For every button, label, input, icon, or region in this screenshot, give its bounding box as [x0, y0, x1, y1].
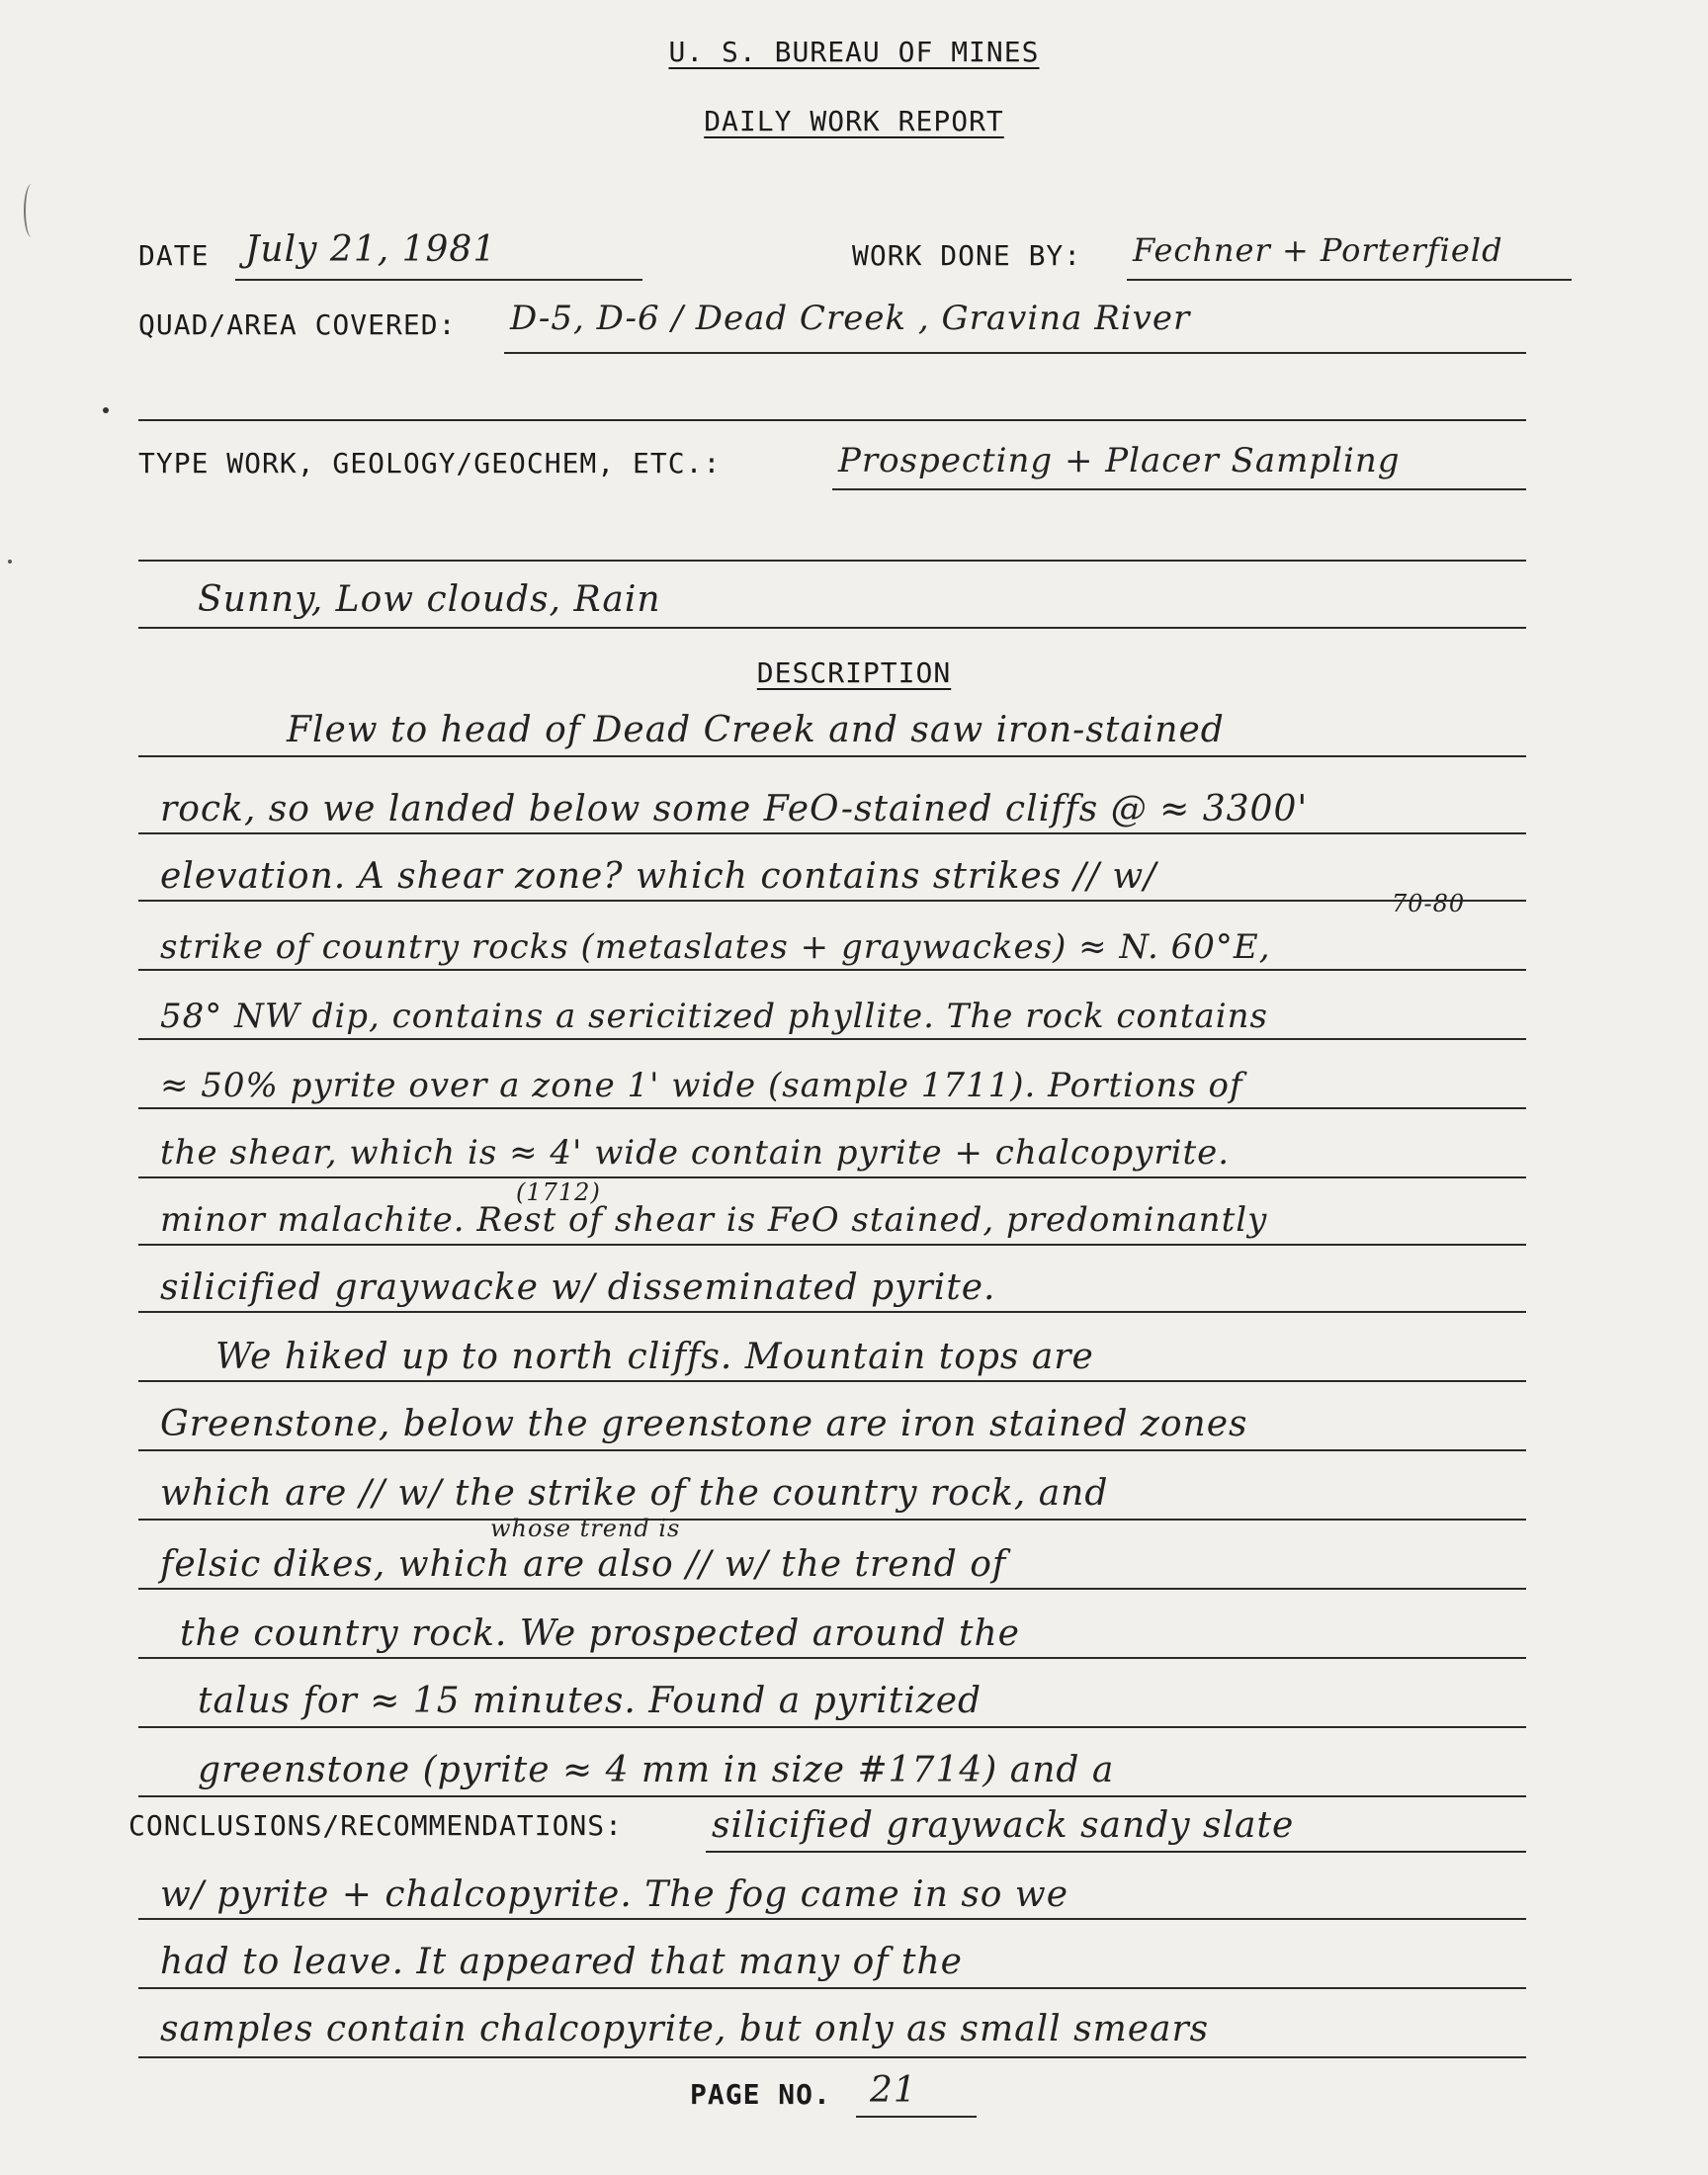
sample-annotation: (1712)	[516, 1178, 601, 1206]
description-line: We hiked up to north cliffs. Mountain tops are	[215, 1337, 1094, 1377]
scan-speck	[8, 560, 12, 564]
description-rule	[138, 1657, 1526, 1659]
weather-line	[138, 627, 1526, 629]
agency-title: U. S. BUREAU OF MINES	[668, 36, 1040, 68]
quad-area-value: D-5, D-6 / Dead Creek , Gravina River	[510, 299, 1191, 338]
conclusions-rule	[138, 1918, 1526, 1920]
conclusions-rule	[138, 2056, 1526, 2058]
conclusions-label: CONCLUSIONS/RECOMMENDATIONS:	[128, 1809, 624, 1842]
quad-area-line	[504, 352, 1526, 354]
description-rule	[138, 1726, 1526, 1728]
strike-annotation: 70-80	[1392, 890, 1466, 917]
trend-annotation: whose trend is	[490, 1515, 681, 1542]
description-line: talus for ≈ 15 minutes. Found a pyritized	[198, 1681, 982, 1721]
page-number-value: 21	[870, 2070, 917, 2111]
description-rule	[138, 1107, 1526, 1109]
type-work-line	[832, 488, 1526, 490]
description-line: Flew to head of Dead Creek and saw iron-stained	[287, 710, 1225, 750]
work-done-by-value: Fechner + Porterfield	[1133, 231, 1503, 269]
description-heading: DESCRIPTION	[756, 656, 952, 689]
description-line: felsic dikes, which are also // w/ the trend of	[160, 1544, 1007, 1585]
description-rule	[138, 1311, 1526, 1313]
description-rule	[138, 1038, 1526, 1040]
description-line: the country rock. We prospected around the	[180, 1613, 1020, 1654]
description-line: Greenstone, below the greenstone are iron stained zones	[160, 1404, 1248, 1444]
weather-note: Sunny, Low clouds, Rain	[198, 579, 661, 620]
description-line: 58° NW dip, contains a sericitized phyllite. The rock contains	[160, 997, 1268, 1036]
conclusions-line: samples contain chalcopyrite, but only as small smears	[160, 2009, 1210, 2049]
description-rule	[138, 1380, 1526, 1382]
description-line: silicified graywacke w/ disseminated pyrite.	[160, 1267, 996, 1308]
scan-speck	[24, 184, 40, 237]
description-rule	[138, 1519, 1526, 1521]
conclusions-rule	[706, 1851, 1526, 1853]
type-work-label: TYPE WORK, GEOLOGY/GEOCHEM, ETC.:	[138, 447, 722, 479]
scan-speck	[103, 407, 109, 413]
description-line: elevation. A shear zone? which contains strikes // w/	[160, 856, 1157, 897]
description-rule	[138, 900, 1526, 902]
page-number-line	[856, 2116, 977, 2118]
work-done-by-label: WORK DONE BY:	[852, 239, 1082, 272]
form-title: DAILY WORK REPORT	[704, 105, 1004, 137]
description-line: strike of country rocks (metaslates + graywackes) ≈ N. 60°E,	[160, 927, 1271, 967]
description-rule	[138, 755, 1526, 757]
date-line	[235, 279, 642, 281]
date-value: July 21, 1981	[245, 229, 497, 270]
conclusions-line: silicified graywack sandy slate	[712, 1805, 1295, 1846]
description-rule	[138, 1588, 1526, 1590]
conclusions-rule	[138, 1987, 1526, 1989]
page-number-label: PAGE NO.	[690, 2078, 831, 2111]
type-work-value: Prospecting + Placer Sampling	[838, 441, 1401, 480]
work-done-by-line	[1127, 279, 1572, 281]
description-line: greenstone (pyrite ≈ 4 mm in size #1714) and a	[198, 1750, 1115, 1790]
description-rule	[138, 1449, 1526, 1451]
type-work-line-2	[138, 560, 1526, 562]
description-rule	[138, 832, 1526, 834]
description-line: ≈ 50% pyrite over a zone 1' wide (sample 1711). Portions of	[160, 1066, 1243, 1105]
description-line: which are // w/ the strike of the country rock, and	[160, 1473, 1109, 1514]
description-rule	[138, 1176, 1526, 1178]
description-rule	[138, 1795, 1526, 1797]
date-label: DATE	[138, 239, 210, 272]
description-line: the shear, which is ≈ 4' wide contain pyrite + chalcopyrite.	[160, 1133, 1231, 1173]
quad-area-label: QUAD/AREA COVERED:	[138, 308, 457, 341]
quad-area-line-2	[138, 419, 1526, 421]
description-rule	[138, 969, 1526, 971]
description-line: minor malachite. Rest of shear is FeO stained, predominantly	[160, 1200, 1268, 1240]
conclusions-line: had to leave. It appeared that many of the	[160, 1942, 963, 1982]
description-rule	[138, 1244, 1526, 1246]
description-line: rock, so we landed below some FeO-stained cliffs @ ≈ 3300'	[160, 789, 1309, 829]
conclusions-line: w/ pyrite + chalcopyrite. The fog came in so we	[160, 1874, 1069, 1915]
